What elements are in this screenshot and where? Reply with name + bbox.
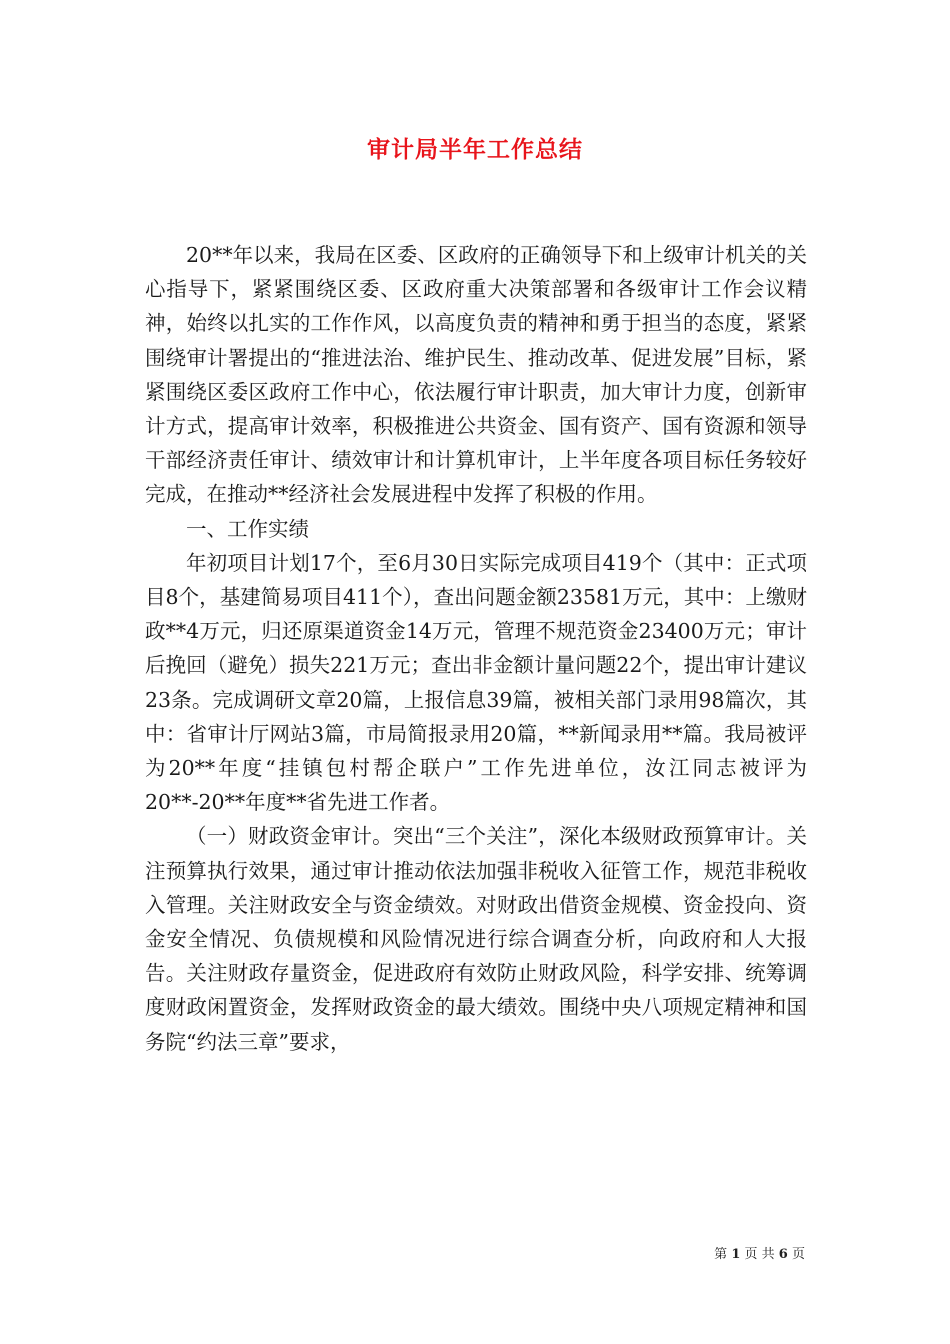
footer-suffix: 页 bbox=[791, 1247, 805, 1262]
achievements-paragraph: 年初项目计划17个，至6月30日实际完成项目419个（其中：正式项目8个，基建简易项目411个），查出问题金额23581万元，其中：上缴财政**4万元，归还原渠道资金14万元，管理不规范资金23400万元；审计后挽回（避免）损失221万元；查出非金额计量问题22个，提出审计建议23条。完成调研文章20篇，上报信息39篇，被相关部门录用98篇次，其中：省审计厅网站3篇，市局简报录用20篇，**新闻录用**篇。我局被评为20**年度“挂镇包村帮企联户”工作先进单位，汝江同志被评为20**-20**年度**省先进工作者。 bbox=[145, 550, 807, 815]
footer-prefix: 第 bbox=[714, 1247, 728, 1262]
footer-middle: 页 共 bbox=[744, 1247, 775, 1262]
document-title: 审计局半年工作总结 bbox=[367, 136, 583, 163]
footer-total-pages: 6 bbox=[778, 1247, 788, 1262]
fiscal-audit-paragraph: （一）财政资金审计。突出“三个关注”，深化本级财政预算审计。关注预算执行效果，通过审计推动依法加强非税收入征管工作，规范非税收入管理。关注财政安全与资金绩效。对财政出借资金规模、资金投向、资金安全情况、负债规模和风险情况进行综合调查分析，向政府和人大报告。关注财政存量资金，促进政府有效防止财政风险，科学安排、统筹调度财政闲置资金，发挥财政资金的最大绩效。围绕中央八项规定精神和国务院“约法三章”要求， bbox=[145, 824, 807, 1054]
document-body bbox=[145, 238, 807, 1059]
intro-paragraph: 20**年以来，我局在区委、区政府的正确领导下和上级审计机关的关心指导下，紧紧围绕区委、区政府重大决策部署和各级审计工作会议精神，始终以扎实的工作作风，以高度负责的精神和勇于担当的态度，紧紧围绕审计署提出的“推进法治、维护民生、推动改革、促进发展”目标，紧紧围绕区委区政府工作中心，依法履行审计职责，加大审计力度，创新审计方式，提高审计效率，积极推进公共资金、国有资产、国有资源和领导干部经济责任审计、绩效审计和计算机审计，上半年度各项目标任务较好完成，在推动**经济社会发展进程中发挥了积极的作用。 bbox=[145, 243, 807, 507]
page-footer bbox=[0, 1246, 805, 1264]
section-heading: 一、工作实绩 bbox=[186, 516, 309, 541]
footer-current-page: 1 bbox=[731, 1247, 741, 1262]
